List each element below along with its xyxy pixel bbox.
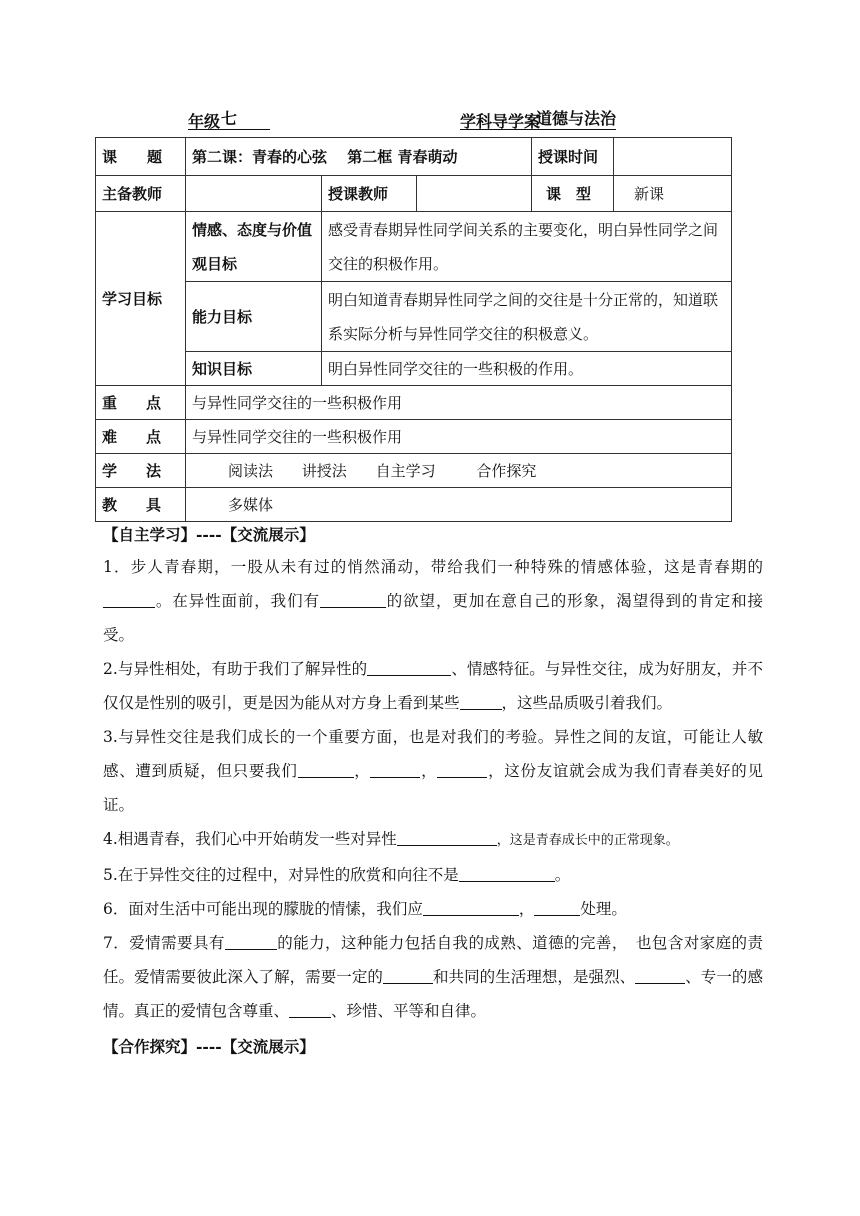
method-item: 合作探究 (476, 462, 537, 480)
subject-suffix: 学科导学案 (460, 112, 541, 131)
q7-text: 和共同的生活理想，是强烈、 (432, 968, 636, 986)
grade-suffix: 年级 (188, 112, 221, 131)
question-4 (103, 822, 763, 858)
q7-blank-2[interactable] (383, 967, 433, 984)
section-self-study-title: 【自主学习】----【交流展示】 (103, 525, 315, 544)
q1-blank-1[interactable] (103, 591, 155, 608)
objective-content: 感受青春期异性同学间关系的主要变化，明白异性同学之间交往的积极作用。 (322, 212, 732, 282)
q2-blank-1[interactable] (367, 659, 451, 676)
question-1 (103, 550, 763, 652)
q6-blank-2[interactable] (534, 899, 580, 916)
q3-blank-3[interactable] (437, 761, 487, 778)
method-row (96, 454, 732, 488)
objective-name: 能力目标 (186, 282, 322, 352)
difficulty-label: 难 点 (96, 420, 186, 454)
objective-row-2 (96, 282, 732, 352)
tools-value: 多媒体 (186, 488, 732, 522)
q2-text: ，这些品质吸引着我们。 (501, 694, 673, 712)
method-item: 自主学习 (375, 462, 436, 480)
q7-blank-1[interactable] (225, 933, 277, 950)
q6-text: ， (518, 900, 535, 918)
q5-text: 。 (554, 866, 571, 884)
topic-value: 第二课：青春的心弦 第二框 青春萌动 (186, 138, 532, 176)
section-cooperation-title: 【合作探究】----【交流展示】 (103, 1037, 315, 1056)
objective-row-3 (96, 352, 732, 386)
q2-text: 2.与异性相处，有助于我们了解异性的 (103, 660, 368, 678)
method-label: 学 法 (96, 454, 186, 488)
type-label: 课 型 (532, 176, 614, 212)
lead-teacher-value (186, 176, 322, 212)
topic-label: 课 题 (96, 138, 186, 176)
objectives-label: 学习目标 (96, 212, 186, 386)
q1-blank-2[interactable] (320, 591, 386, 608)
q3-text: ， (420, 762, 438, 780)
subject-value: 道德与法治 (460, 109, 616, 130)
q3-blank-2[interactable] (370, 761, 420, 778)
grade-value: 七 (188, 109, 270, 130)
q1-text: 。在异性面前，我们有 (155, 592, 320, 610)
difficulty-value: 与异性同学交往的一些积极作用 (186, 420, 732, 454)
objective-name: 情感、态度与价值观目标 (186, 212, 322, 282)
method-item: 讲授法 (301, 462, 347, 480)
question-3 (103, 720, 763, 822)
q3-text: 3.与异性交往是我们成长的一个重要方面，也是对我们的考验。异性之间的友谊，可能让人敏感、遭到质疑，但只要我们 (103, 728, 763, 780)
q4-text: 4.相遇青春，我们心中开始萌发一些对异性 (103, 830, 397, 848)
method-item: 阅读法 (228, 462, 274, 480)
q5-blank-1[interactable] (459, 865, 555, 882)
question-5 (103, 858, 763, 892)
teacher-row (96, 176, 732, 212)
q6-text: 处理。 (580, 900, 627, 918)
objective-content: 明白知道青春期异性同学之间的交往是十分正常的，知道联系实际分析与异性同学交往的积极意义。 (322, 282, 732, 352)
q5-text: 5.在于异性交往的过程中，对异性的欣赏和向往不是 (103, 866, 459, 884)
q1-text: 的欲望，更加在意自己的形象，渴望得到的肯定和接受。 (103, 592, 763, 644)
q3-text: ， (353, 762, 371, 780)
q3-blank-1[interactable] (298, 761, 354, 778)
topic-row (96, 138, 732, 176)
worksheet-body (103, 520, 763, 1062)
method-values (186, 454, 732, 488)
time-value (614, 138, 732, 176)
tools-row (96, 488, 732, 522)
q7-text: 的能力，这种能力包括自我的成熟、道德的完善， 也包含对家庭的责任。爱情需要彼此深入了解，需要一定的 (103, 934, 763, 986)
lesson-info-table (95, 137, 732, 522)
q6-text: 6．面对生活中可能出现的朦胧的情愫，我们应 (103, 900, 423, 918)
lead-teacher-label: 主备教师 (96, 176, 186, 212)
difficulty-row (96, 420, 732, 454)
type-value: 新课 (614, 176, 732, 212)
q2-blank-2[interactable] (460, 693, 502, 710)
objective-content: 明白异性同学交往的一些积极的作用。 (322, 352, 732, 386)
question-2 (103, 652, 763, 720)
q6-blank-1[interactable] (423, 899, 519, 916)
q4-blank-1[interactable] (397, 829, 497, 846)
page-header (0, 109, 860, 133)
teacher-value (417, 176, 532, 212)
q7-blank-4[interactable] (289, 1001, 331, 1018)
q7-text: 7．爱情需要具有 (103, 934, 225, 952)
q2-text: 、情感特征。与异性交往，成为好朋友，并不仅仅是性别的吸引，更是因为能从对方身上看到某些 (103, 660, 763, 712)
question-7 (103, 926, 763, 1028)
q3-text: ，这份友谊就会成为我们青春美好的见证。 (103, 762, 763, 814)
time-label: 授课时间 (532, 138, 614, 176)
q7-blank-3[interactable] (635, 967, 685, 984)
tools-label: 教 具 (96, 488, 186, 522)
q4-text: ，这是青春成长中的正常现象。 (496, 833, 679, 848)
question-6 (103, 892, 763, 926)
q1-text: 1．步人青春期，一股从未有过的悄然涌动，带给我们一种特殊的情感体验，这是青春期的 (103, 558, 763, 576)
q7-text: 、珍惜、平等和自律。 (331, 1002, 487, 1020)
key-point-row (96, 386, 732, 420)
q7-text: 、专一的感情。真正的爱情包含尊重、 (103, 968, 763, 1020)
objective-row-1 (96, 212, 732, 282)
teacher-label: 授课教师 (322, 176, 417, 212)
key-point-label: 重 点 (96, 386, 186, 420)
key-point-value: 与异性同学交往的一些积极作用 (186, 386, 732, 420)
objective-name: 知识目标 (186, 352, 322, 386)
